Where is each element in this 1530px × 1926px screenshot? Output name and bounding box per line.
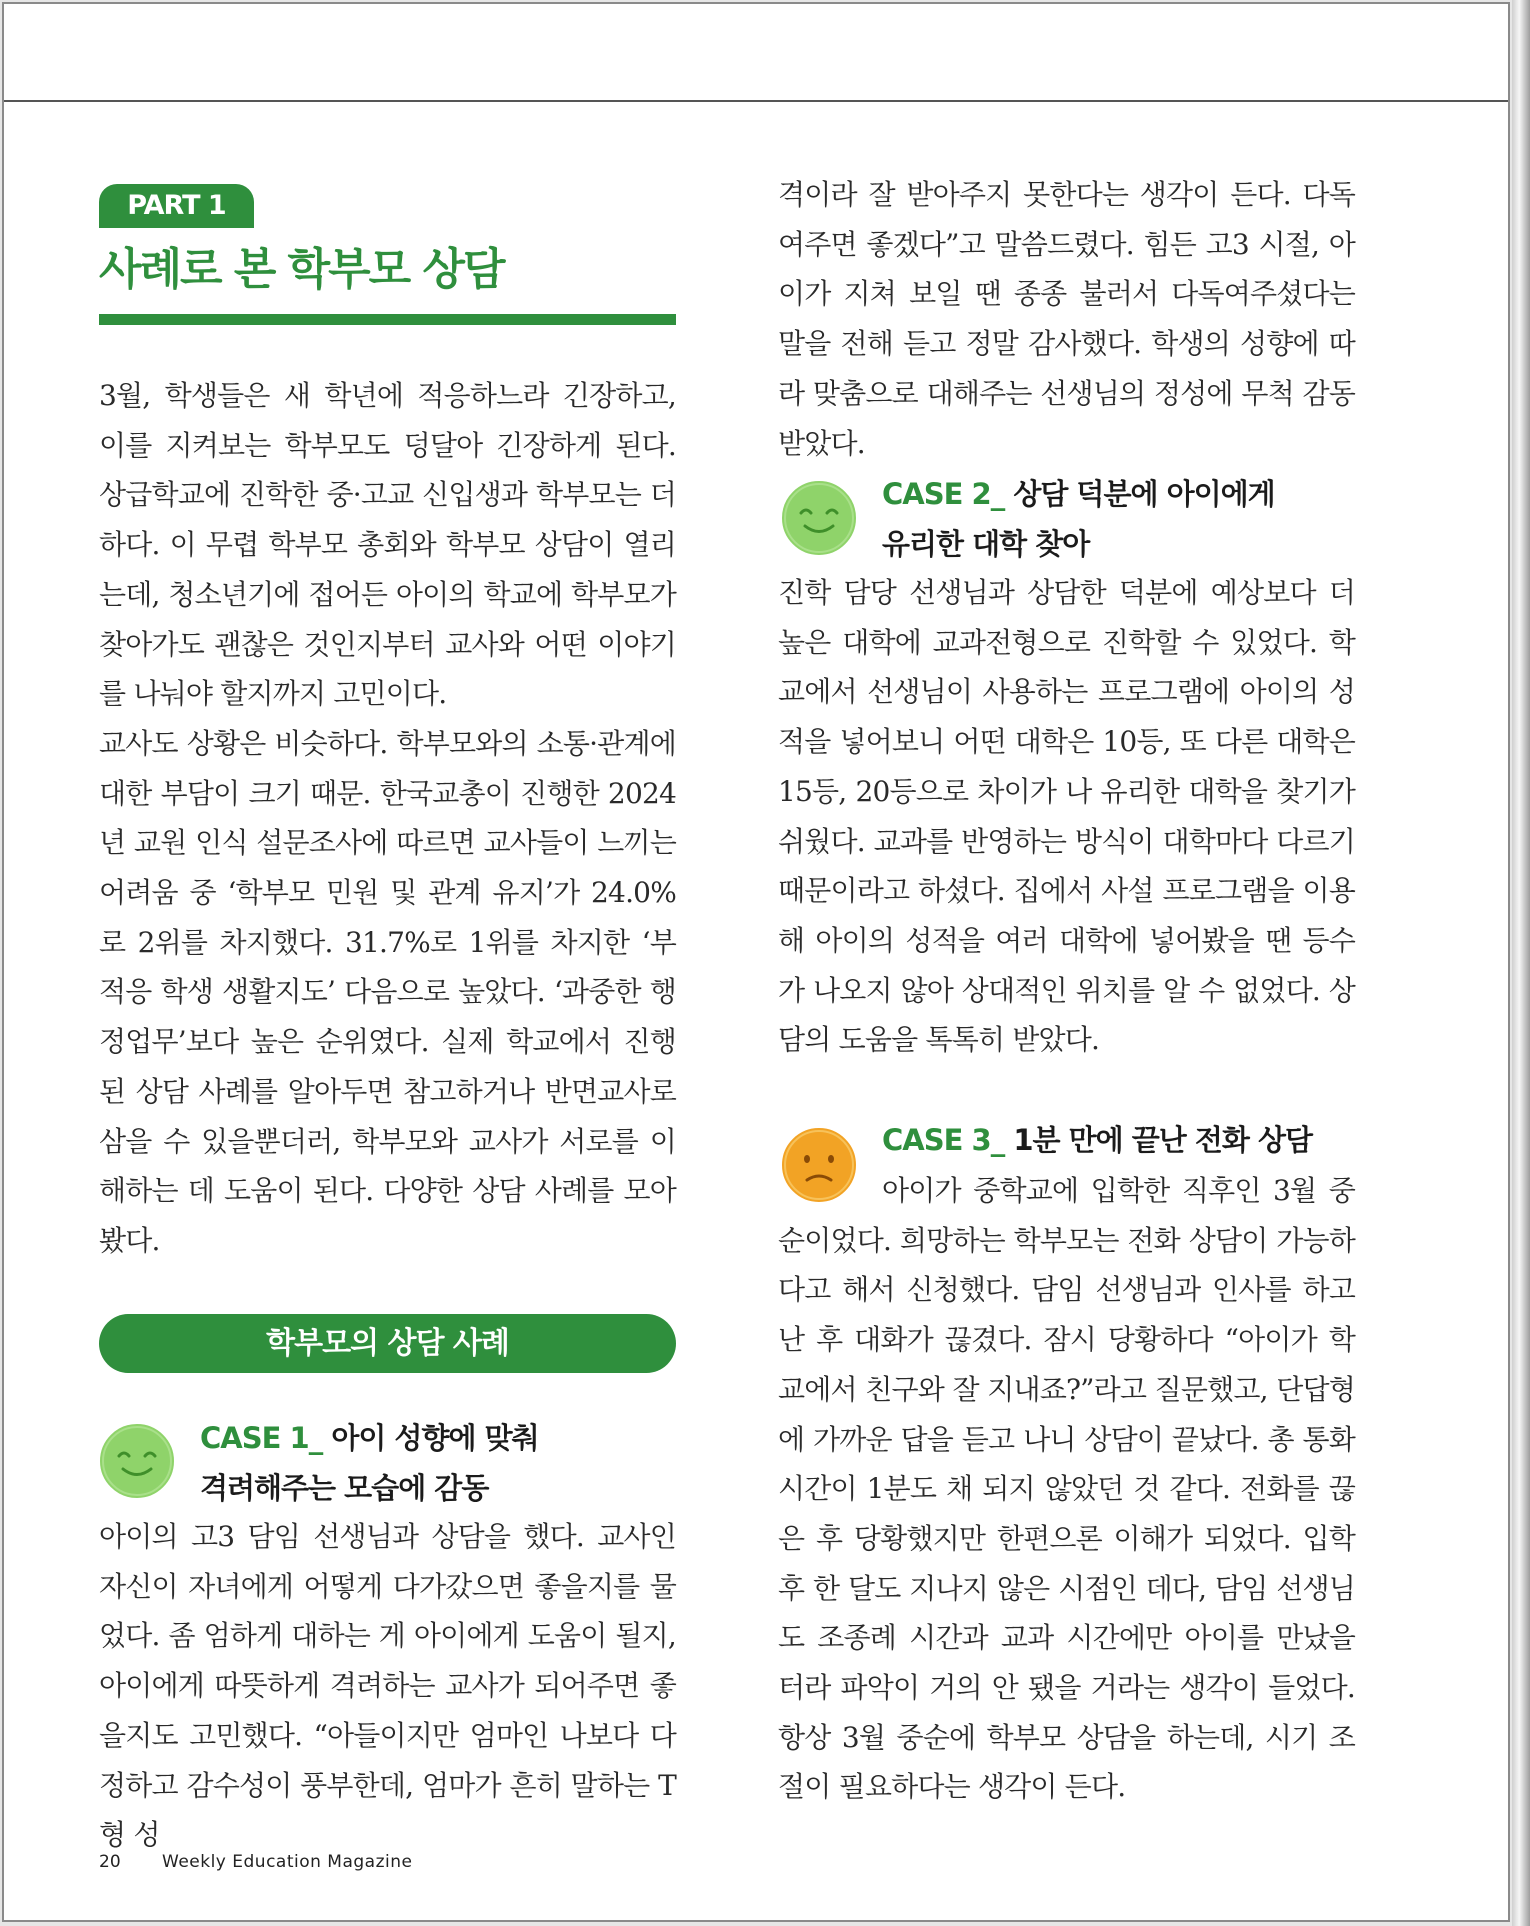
smiley-face-icon: [96, 1420, 178, 1502]
case-2-number: CASE 2_: [882, 477, 1005, 511]
page-title: 사례로 본 학부모 상담: [99, 244, 504, 295]
case-2-title-line1: 상담 덕분에 아이에게: [1013, 477, 1275, 511]
case-1-body-right: [778, 170, 1355, 468]
case-2-heading: [882, 470, 1275, 569]
case-1-title-line1: 아이 성향에 맞춰: [331, 1421, 539, 1455]
intro-paragraph: 3월, 학생들은 새 학년에 적응하느라 긴장하고, 이를 지켜보는 학부모도 덩달아 긴장하게 된다. 상급학교에 진학한 중·고교 신입생과 학부모는 더하다. 이 무렵 학부모 총회와 학부모 상담이 열리는데, 청소년기에 접어든 아이의 학교에 학부모가 찾아가도 괜찮은 것인지부터 교사와 어떤 이야기를 나눠야 할지까지 고민이다.: [99, 379, 676, 711]
magazine-page: [2, 2, 1510, 1922]
case-1-text-right: 격이라 잘 받아주지 못한다는 생각이 든다. 다독여주면 좋겠다”고 말씀드렸다. 힘든 고3 시절, 아이가 지쳐 보일 땐 종종 불러서 다독여주셨다는 말을 전해 듣고 정말 감사했다. 학생의 성향에 따라 맞춤으로 대해주는 선생님의 정성에 무척 감동받았다.: [778, 178, 1355, 460]
page-number: 20: [99, 1852, 121, 1872]
section-heading: 학부모의 상담 사례: [99, 1314, 676, 1373]
case-1-body-left: [99, 1512, 676, 1860]
case-3-title-line1: 1분 만에 끝난 전화 상담: [1013, 1123, 1313, 1157]
smiley-face-icon: [778, 477, 860, 559]
top-rule: [4, 100, 1510, 102]
intro-text: [99, 371, 676, 1266]
case-3-heading: [882, 1116, 1312, 1166]
case-3-text: 아이가 중학교에 입학한 직후인 3월 중순이었다. 희망하는 학부모는 전화 상담이 가능하다고 해서 신청했다. 담임 선생님과 인사를 하고 난 후 대화가 끊겼다. 잠시 당황하다 “아이가 학교에서 친구와 잘 지내죠?”라고 질문했고, 단답형에 가까운 답을 듣고 나니 상담이 끝났다. 총 통화 시간이 1분도 채 되지 않았던 것 같다. 전화를 끊은 후 당황했지만 한편으론 이해가 되었다. 입학 후 한 달도 지나지 않은 시점인 데다, 담임 선생님도 조종례 시간과 교과 시간에만 아이를 만났을 터라 파악이 거의 안 됐을 거라는 생각이 들었다. 항상 3월 중순에 학부모 상담을 하는데, 시기 조절이 필요하다는 생각이 든다.: [778, 1174, 1355, 1804]
case-2-body: [778, 568, 1355, 1065]
case-1-heading: [200, 1414, 539, 1513]
case-3-body: [778, 1166, 1355, 1812]
case-2-text: 진학 담당 선생님과 상담한 덕분에 예상보다 더 높은 대학에 교과전형으로 진학할 수 있었다. 학교에서 선생님이 사용하는 프로그램에 아이의 성적을 넣어보니 어떤 대학은 10등, 또 다른 대학은 15등, 20등으로 차이가 나 유리한 대학을 찾기가 쉬웠다. 교과를 반영하는 방식이 대학마다 다르기 때문이라고 하셨다. 집에서 사설 프로그램을 이용해 아이의 성적을 여러 대학에 넣어봤을 땐 등수가 나오지 않아 상대적인 위치를 알 수 없었다. 상담의 도움을 톡톡히 받았다.: [778, 576, 1355, 1057]
case-1-title-line2: 격려해주는 모습에 감동: [200, 1470, 489, 1505]
case-1-number: CASE 1_: [200, 1421, 323, 1455]
part-badge: PART 1: [99, 184, 254, 228]
case-2-title-line2: 유리한 대학 찾아: [882, 526, 1090, 561]
case-1-text-left: 아이의 고3 담임 선생님과 상담을 했다. 교사인 자신이 자녀에게 어떻게 다가갔으면 좋을지를 물었다. 좀 엄하게 대하는 게 아이에게 도움이 될지, 아이에게 따뜻하게 격려하는 교사가 되어주면 좋을지도 고민했다. “아들이지만 엄마인 나보다 다정하고 감수성이 풍부한데, 엄마가 흔히 말하는 T형 성: [99, 1520, 676, 1852]
case-3-number: CASE 3_: [882, 1123, 1005, 1157]
page-edge: [1512, 0, 1530, 1926]
title-underline: [99, 314, 676, 325]
magazine-name: Weekly Education Magazine: [162, 1852, 413, 1872]
intro-paragraph: 교사도 상황은 비슷하다. 학부모와의 소통·관계에 대한 부담이 크기 때문. 한국교총이 진행한 2024년 교원 인식 설문조사에 따르면 교사들이 느끼는 어려움 중 ‘학부모 민원 및 관계 유지’가 24.0%로 2위를 차지했다. 31.7%로 1위를 차지한 ‘부적응 학생 생활지도’ 다음으로 높았다. ‘과중한 행정업무’보다 높은 순위였다. 실제 학교에서 진행된 상담 사례를 알아두면 참고하거나 반면교사로 삼을 수 있을뿐더러, 학부모와 교사가 서로를 이해하는 데 도움이 된다. 다양한 상담 사례를 모아봤다.: [99, 726, 676, 1257]
